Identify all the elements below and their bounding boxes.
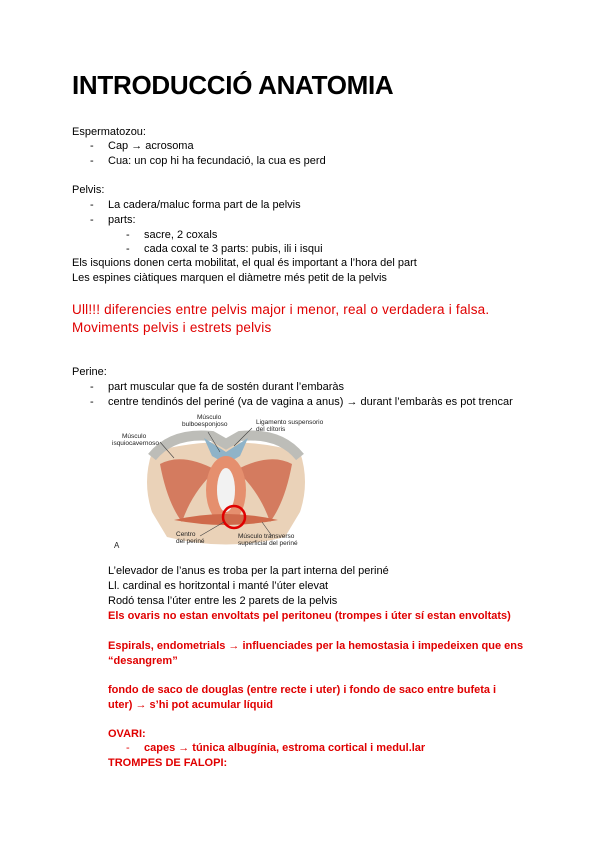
note-red: Espirals, endometrials → influenciades per la hemostasia i impedeixen que ens bbox=[108, 640, 524, 652]
note-line: L’elevador de l’anus es troba per la part interna del periné bbox=[108, 565, 389, 577]
section-heading-espermatozou: Espermatozou: bbox=[72, 126, 146, 138]
list-item: part muscular que fa de sostén durant l’embaràs bbox=[108, 381, 345, 393]
paragraph-line: Els isquions donen certa mobilitat, el qual és important a l’hora del part bbox=[72, 257, 417, 269]
note-red: Els ovaris no estan envoltats pel peritoneu (trompes i úter sí estan envoltats) bbox=[108, 610, 511, 622]
bullet-dash: - bbox=[90, 199, 94, 211]
bullet-dash: - bbox=[90, 214, 94, 226]
label-ligament: Ligamento suspensorio del clítoris bbox=[256, 419, 324, 433]
label-perineal-center: Centro del periné bbox=[176, 531, 205, 545]
note-red: fondo de saco de douglas (entre recte i uter) i fondo de saco entre bufeta i bbox=[108, 684, 497, 696]
figure-letter: A bbox=[114, 541, 120, 549]
section-heading-perine: Perine: bbox=[72, 366, 107, 378]
sub-list-item: cada coxal te 3 parts: pubis, ili i isqui bbox=[144, 243, 323, 255]
list-item: Cap → acrosoma bbox=[108, 140, 194, 152]
list-item: parts: bbox=[108, 214, 136, 226]
page-title: INTRODUCCIÓ ANATOMIA bbox=[72, 70, 394, 100]
note-line: Ll. cardinal es horitzontal i manté l’úter elevat bbox=[108, 580, 329, 592]
warning-line-1: Ull!!! diferencies entre pelvis major i menor, real o verdadera i falsa. bbox=[72, 302, 490, 317]
ovari-heading: OVARI: bbox=[108, 728, 146, 740]
bullet-dash: - bbox=[90, 155, 94, 167]
note-line: Rodó tensa l’úter entre les 2 parets de la pelvis bbox=[108, 595, 338, 607]
bullet-dash: - bbox=[90, 140, 94, 152]
sub-bullet-dash: - bbox=[126, 229, 130, 241]
warning-line-2: Moviments pelvis i estrets pelvis bbox=[72, 320, 272, 335]
bullet-dash: - bbox=[90, 396, 94, 408]
label-bulbospongiosus: Músculo bulboesponjoso bbox=[182, 414, 228, 428]
label-transverse: Músculo transverso superficial del periné bbox=[238, 533, 298, 547]
bullet-dash: - bbox=[90, 381, 94, 393]
label-ischiocavernous: Músculo isquiocavernoso bbox=[112, 433, 159, 447]
section-heading-pelvis: Pelvis: bbox=[72, 184, 105, 196]
paragraph-line: Les espines ciàtiques marquen el diàmetre més petit de la pelvis bbox=[72, 272, 387, 284]
list-item: Cua: un cop hi ha fecundació, la cua es perd bbox=[108, 155, 326, 167]
perineum-anatomy-figure bbox=[112, 412, 340, 549]
list-item: La cadera/maluc forma part de la pelvis bbox=[108, 199, 301, 211]
note-red: “desangrem” bbox=[108, 655, 178, 667]
sub-list-item: sacre, 2 coxals bbox=[144, 229, 218, 241]
trompes-heading: TROMPES DE FALOPI: bbox=[108, 757, 228, 769]
bullet-dash: - bbox=[126, 742, 130, 754]
note-red: uter) → s’hi pot acumular líquid bbox=[108, 699, 274, 711]
sub-bullet-dash: - bbox=[126, 243, 130, 255]
ovari-item: capes → túnica albugínia, estroma cortical i medul.lar bbox=[144, 742, 426, 754]
list-item: centre tendinós del periné (va de vagina a anus) → durant l’embaràs es pot trencar bbox=[108, 396, 513, 408]
